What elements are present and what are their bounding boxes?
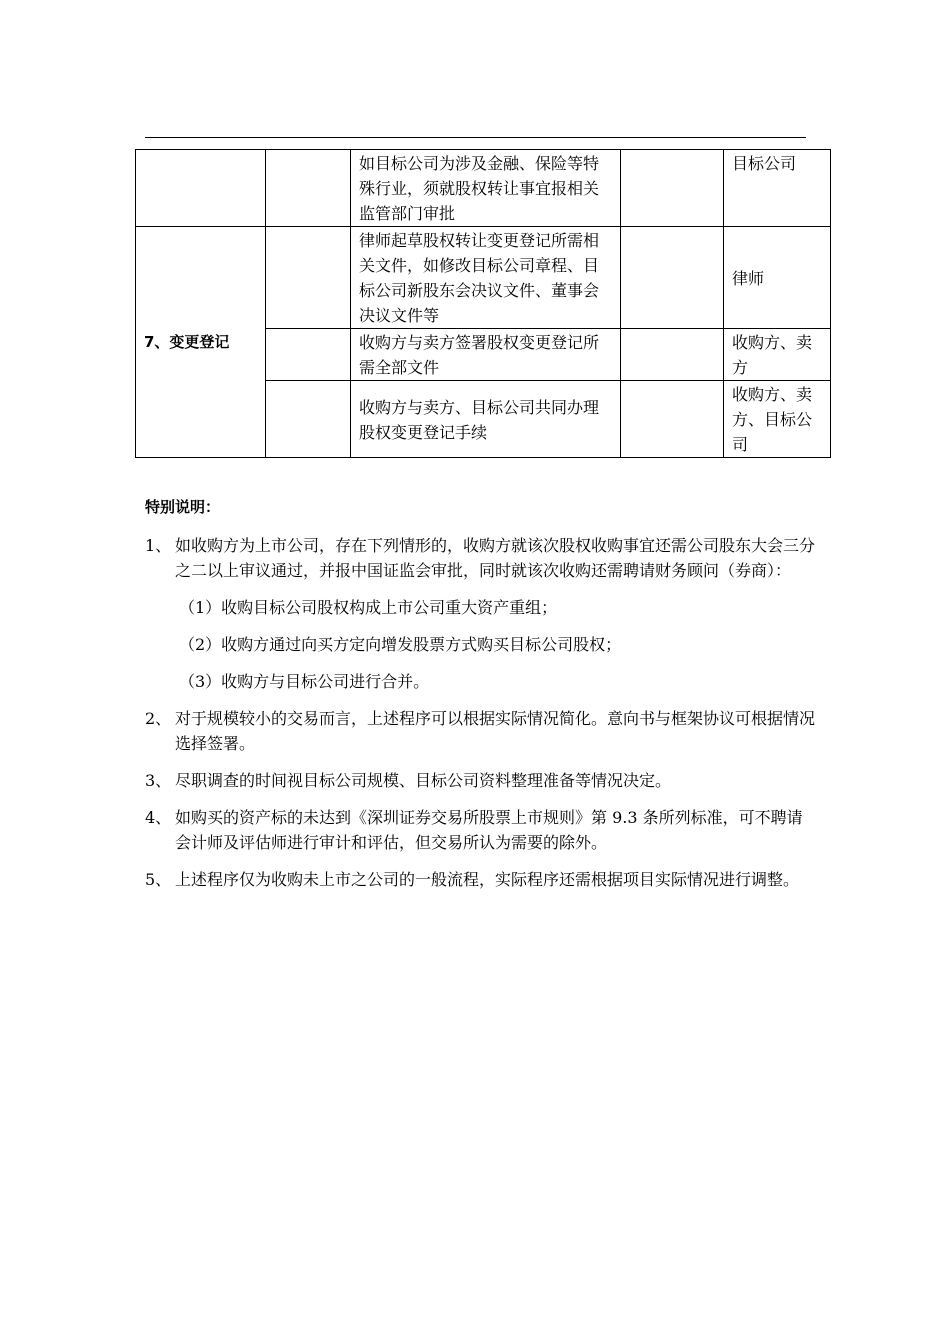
step-cell (266, 381, 351, 458)
header-rule (145, 137, 806, 138)
note-sub-item: （2）收购方通过向买方定向增发股票方式购买目标公司股权； (179, 635, 622, 654)
stage-cell (136, 150, 266, 227)
note-item (145, 768, 815, 793)
time-cell (621, 227, 724, 329)
table-row (136, 150, 831, 227)
procedure-table (135, 149, 831, 458)
special-notes (145, 495, 815, 904)
party-cell: 目标公司 (724, 150, 831, 227)
note-number: 4、 (145, 808, 172, 827)
note-text: 尽职调查的时间视目标公司规模、目标公司资料整理准备等情况决定。 (175, 771, 672, 790)
party-cell: 律师 (724, 227, 831, 329)
note-item (145, 706, 815, 756)
step-cell (266, 150, 351, 227)
party-cell: 收购方、卖方、目标公司 (724, 381, 831, 458)
note-number: 3、 (145, 771, 172, 790)
content-cell: 律师起草股权转让变更登记所需相关文件，如修改目标公司章程、目标公司新股东会决议文件、董事会决议文件等 (351, 227, 621, 329)
content-cell: 如目标公司为涉及金融、保险等特殊行业，须就股权转让事宜报相关监管部门审批 (351, 150, 621, 227)
note-item (145, 867, 815, 892)
note-text: 如购买的资产标的未达到《深圳证券交易所股票上市规则》第 9.3 条所列标准，可不聘请会计师及评估师进行审计和评估，但交易所认为需要的除外。 (175, 808, 803, 852)
notes-title: 特别说明： (145, 498, 221, 516)
step-cell (266, 227, 351, 329)
note-sub-item: （3）收购方与目标公司进行合并。 (179, 672, 430, 691)
time-cell (621, 150, 724, 227)
note-text: 如收购方为上市公司，存在下列情形的，收购方就该次股权收购事宜还需公司股东大会三分之二以上审议通过，并报中国证监会审批，同时就该次收购还需聘请财务顾问（券商）： (175, 536, 816, 580)
note-sub-item: （1）收购目标公司股权构成上市公司重大资产重组； (179, 598, 558, 617)
note-item (145, 533, 815, 583)
content-cell: 收购方与卖方、目标公司共同办理股权变更登记手续 (351, 381, 621, 458)
note-text: 对于规模较小的交易而言，上述程序可以根据实际情况简化。意向书与框架协议可根据情况选择签署。 (175, 709, 816, 753)
time-cell (621, 381, 724, 458)
note-number: 1、 (145, 536, 172, 555)
note-number: 5、 (145, 870, 172, 889)
note-item (145, 805, 815, 855)
table-row (136, 227, 831, 329)
note-text: 上述程序仅为收购未上市之公司的一般流程，实际程序还需根据项目实际情况进行调整。 (175, 870, 800, 889)
note-number: 2、 (145, 709, 172, 728)
time-cell (621, 329, 724, 381)
stage-cell: 7、变更登记 (136, 227, 266, 458)
step-cell (266, 329, 351, 381)
content-cell: 收购方与卖方签署股权变更登记所需全部文件 (351, 329, 621, 381)
party-cell: 收购方、卖方 (724, 329, 831, 381)
